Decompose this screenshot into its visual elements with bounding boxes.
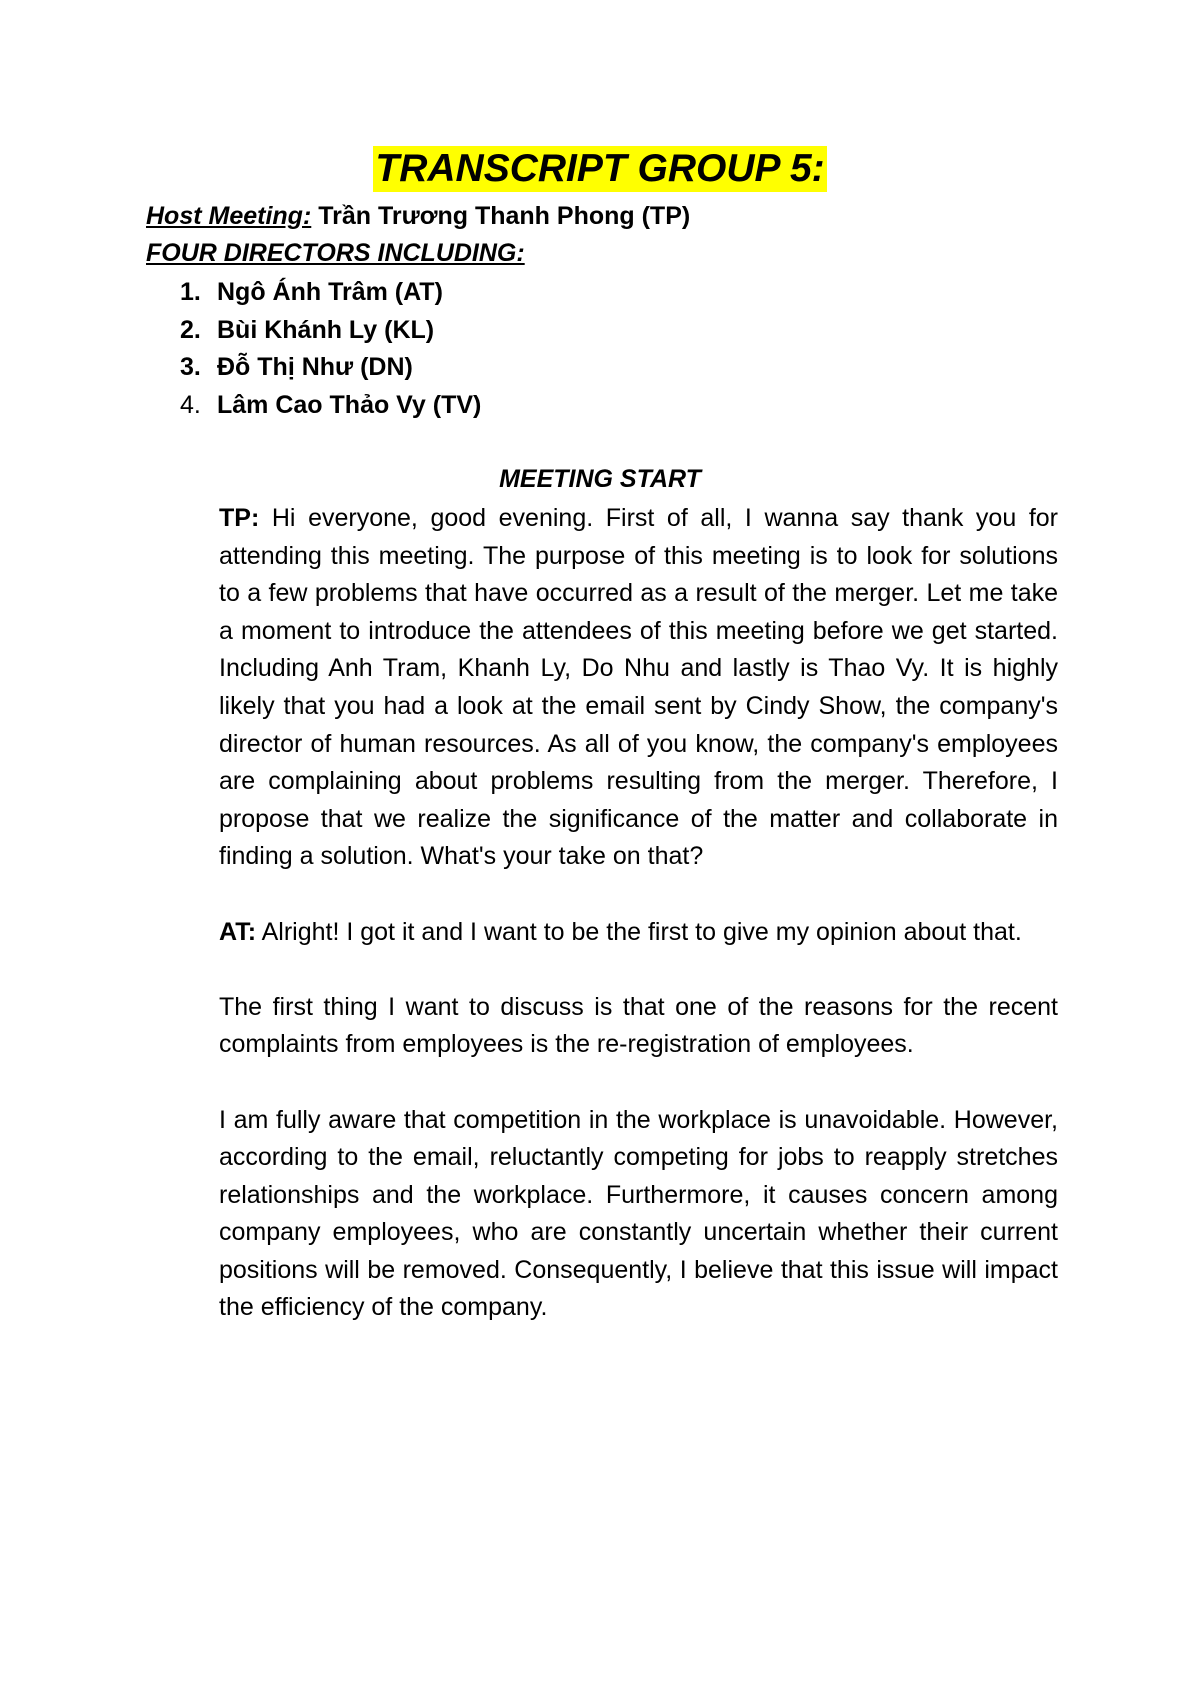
paragraph-text: Alright! I got it and I want to be the first to give my opinion about that. bbox=[261, 917, 1022, 946]
director-name: Đỗ Thị Như (DN) bbox=[217, 353, 413, 381]
transcript-paragraph bbox=[219, 500, 1058, 876]
director-number: 3. bbox=[180, 353, 201, 381]
director-number: 4. bbox=[180, 390, 201, 419]
host-name: Trần Trương Thanh Phong (TP) bbox=[318, 202, 691, 230]
director-item bbox=[180, 274, 481, 312]
paragraph-text: Hi everyone, good evening. First of all, I wanna say thank you for attending this meeting. The purpose of this meeting is to look for solutions to a few problems that have occurred as a result of the merger. Let me take a moment to introduce the attendees of this meeting before we get started. Including Anh Tram, Khanh Ly, Do Nhu and lastly is Thao Vy. It is highly likely that you had a look at the email sent by Cindy Show, the company's director of human resources. As all of you know, the company's employees are complaining about problems resulting from the merger. Therefore, I propose that we realize the significance of the matter and collaborate in finding a solution. What's your take on that? bbox=[219, 504, 1058, 871]
host-label: Host Meeting: bbox=[146, 202, 312, 230]
director-name: Bùi Khánh Ly (KL) bbox=[217, 315, 435, 344]
director-number: 2. bbox=[180, 315, 201, 344]
director-item bbox=[180, 312, 481, 350]
paragraph-text: I am fully aware that competition in the workplace is unavoidable. However, according to the email, reluctantly competing for jobs to reapply stretches relationships and the workplace. Furthermore, it causes concern among company employees, who are constantly uncertain whether their current positions will be removed. Consequently, I believe that this issue will impact the efficiency of the company. bbox=[219, 1105, 1058, 1322]
director-item bbox=[180, 349, 481, 387]
directors-heading: FOUR DIRECTORS INCLUDING: bbox=[146, 239, 525, 267]
document-title: TRANSCRIPT GROUP 5: bbox=[375, 147, 825, 190]
host-line bbox=[146, 200, 690, 232]
director-name: Lâm Cao Thảo Vy (TV) bbox=[217, 390, 482, 419]
director-name: Ngô Ánh Trâm (AT) bbox=[217, 278, 443, 306]
speaker-label: AT: bbox=[219, 917, 257, 946]
director-item bbox=[180, 387, 481, 425]
speaker-label: TP: bbox=[219, 504, 260, 532]
transcript-paragraph bbox=[219, 1102, 1058, 1328]
transcript-paragraph bbox=[219, 989, 1058, 1064]
transcript-body bbox=[219, 500, 1058, 1365]
director-number: 1. bbox=[180, 278, 201, 306]
title-container bbox=[0, 146, 1200, 192]
directors-list bbox=[180, 274, 481, 424]
section-heading: MEETING START bbox=[499, 465, 701, 493]
paragraph-text: The first thing I want to discuss is that one of the reasons for the recent complaints from employees is the re-registration of employees. bbox=[219, 992, 1058, 1059]
transcript-paragraph bbox=[219, 914, 1058, 952]
